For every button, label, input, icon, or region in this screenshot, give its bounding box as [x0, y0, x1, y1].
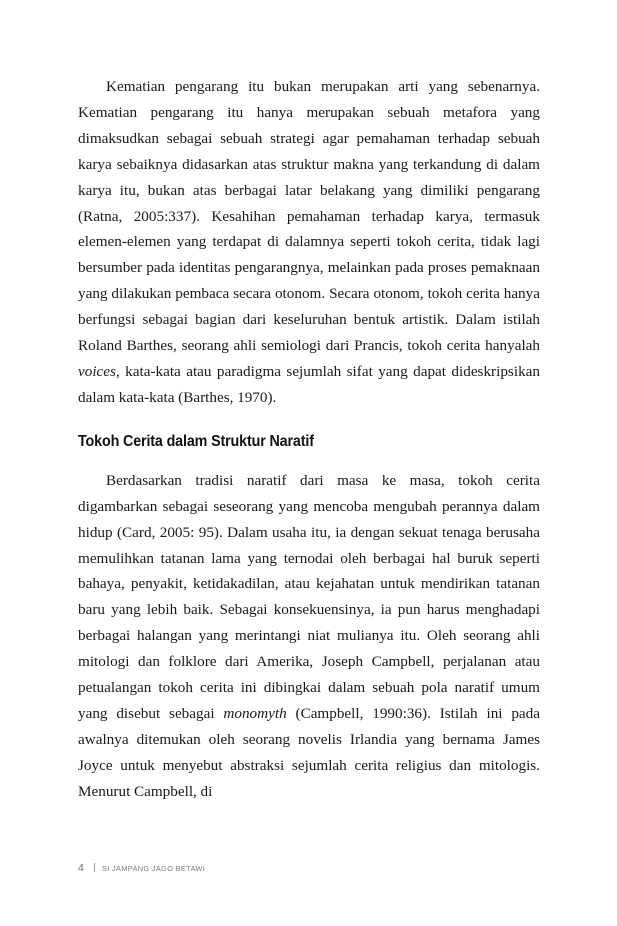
paragraph-narrative-structure [78, 468, 540, 805]
footer-page-number: 4 [78, 862, 84, 874]
paragraph-author-death [78, 74, 540, 411]
paragraph-1-text-part-2: , kata-kata atau paradigma sejumlah sifat yang dapat dideskripsikan dalam kata-kata (Barthes, 1970). [78, 362, 540, 406]
footer-book-title: SI JAMPANG JAGO BETAWI [101, 864, 205, 873]
italic-term-monomyth: monomyth [223, 704, 287, 722]
page-footer [78, 862, 208, 874]
paragraph-2-text-part-2: (Campbell, 1990:36). Istilah ini pada awalnya ditemukan oleh seorang novelis Irlandia yang bernama James Joyce untuk menyebut abstraksi sejumlah cerita religius dan mitologis. Menurut Campbell, di [78, 704, 540, 800]
section-heading-tokoh-cerita-dalam-struktur-naratif: Tokoh Cerita dalam Struktur Naratif [78, 432, 314, 450]
paragraph-2-text-part-1: Berdasarkan tradisi naratif dari masa ke masa, tokoh cerita digambarkan sebagai seseorang yang mencoba mengubah perannya dalam hidup (Card, 2005: 95). Dalam usaha itu, ia dengan sekuat tenaga berusaha memulihkan tatanan lama yang ternodai oleh berbagai hal buruk seperti bahaya, penyakit, ketidakadilan, atau kejahatan untuk mendirikan tatanan baru yang lebih baik. Sebagai konsekuensinya, ia pun harus menghadapi berbagai halangan yang merintangi niat mulianya itu. Oleh seorang ahli mitologi dan folklore dari Amerika, Joseph Campbell, perjalanan atau petualangan tokoh cerita ini dibingkai dalam sebuah pola naratif umum yang disebut sebagai [78, 471, 540, 722]
footer-divider-rule [94, 863, 95, 872]
paragraph-1-text-part-1: Kematian pengarang itu bukan merupakan arti yang sebenarnya. Kematian pengarang itu hanya merupakan sebuah metafora yang dimaksudkan sebagai sebuah strategi agar pemahaman terhadap sebuah karya sebaiknya didasarkan atas struktur makna yang terkandung di dalam karya itu, bukan atas berbagai latar belakang yang dimiliki pengarang (Ratna, 2005:337). Kesahihan pemahaman terhadap karya, termasuk elemen-elemen yang terdapat di dalamnya seperti tokoh cerita, tidak lagi bersumber pada identitas pengarangnya, melainkan pada proses pemaknaan yang dilakukan pembaca secara otonom. Secara otonom, tokoh cerita hanya berfungsi sebagai bagian dari keseluruhan bentuk artistik. Dalam istilah Roland Barthes, seorang ahli semiologi dari Prancis, tokoh cerita hanyalah [78, 78, 540, 355]
page-text-column [78, 74, 540, 805]
italic-term-voices: voices [78, 362, 116, 380]
section-heading-block [78, 432, 540, 452]
